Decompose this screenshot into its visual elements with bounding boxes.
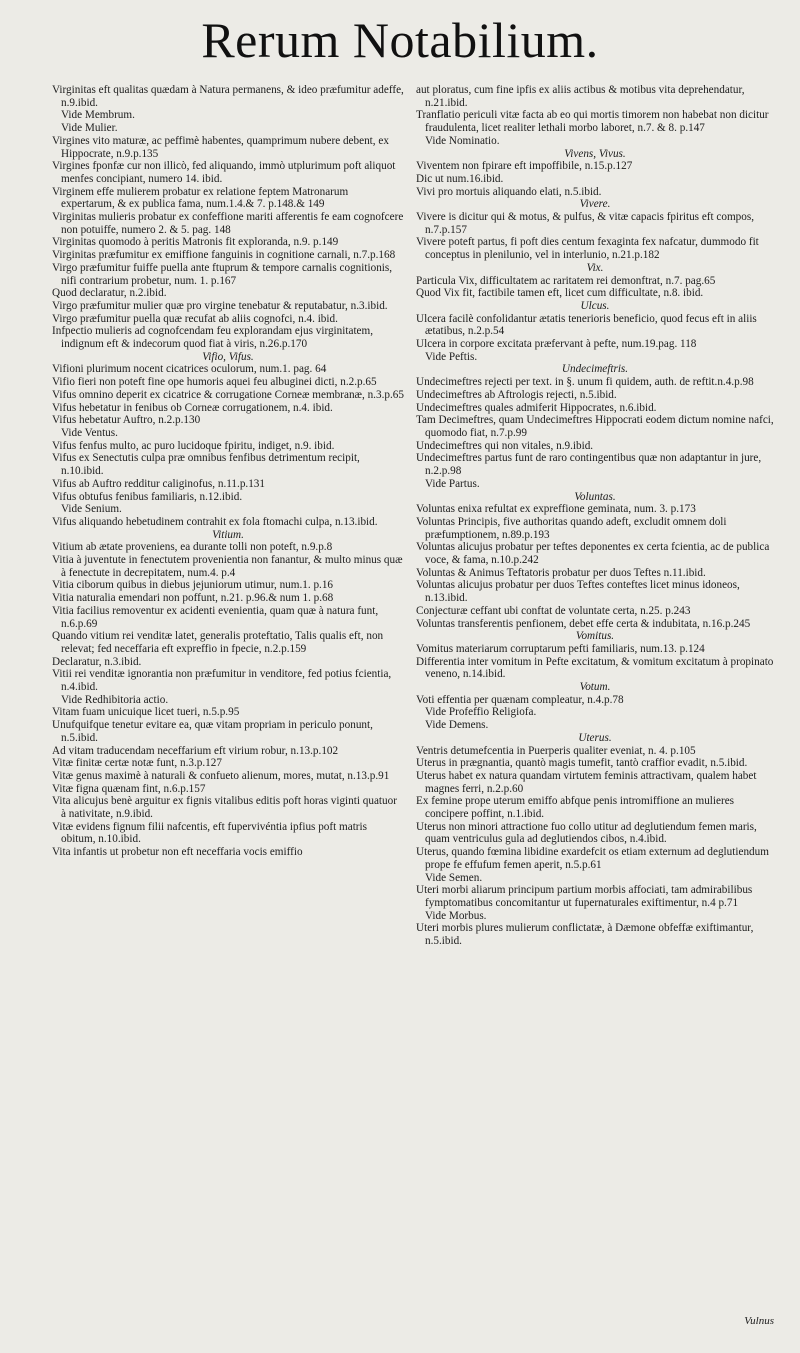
index-entry: Vifus obtufus fenibus familiaris, n.12.ibid. xyxy=(52,490,243,503)
index-entry: Vitæ genus maximè à naturali & confueto alienum, mores, mutat, n.13.p.91 xyxy=(52,769,390,782)
right-column xyxy=(416,84,774,948)
index-entry: Vifus ex Senectutis culpa præ omnibus fenfibus detrimentum recipit, n.10.ibid. xyxy=(52,452,360,478)
index-entry: Vitii rei venditæ ignorantia non præfumitur in venditore, fed potius fcientia, n.4.ibid. xyxy=(52,668,392,694)
index-entry: Ex femine prope uterum emiffo abfque penis intromiffione an mulieres concipere poffint, n.1.ibid. xyxy=(416,795,735,821)
index-entry: Voluntas & Animus Teftatoris probatur per duos Teftes n.11.ibid. xyxy=(416,566,706,579)
index-entry: Ulcera facilè confolidantur ætatis tenerioris beneficio, quod fecus eft in aliis ætatibus, n.2.p.54 xyxy=(416,312,757,338)
cross-reference: Vide Mulier. xyxy=(61,122,118,135)
index-entry: Undecimeftres ab Aftrologis rejecti, n.5.ibid. xyxy=(416,388,617,401)
page-title: Rerum Notabilium. xyxy=(201,12,599,68)
index-entry: Vifus hebetatur Auftro, n.2.p.130 xyxy=(52,414,201,427)
index-entry: Conjecturæ ceffant ubi conftat de voluntate certa, n.25. p.243 xyxy=(416,604,691,617)
cross-reference: Vide Ventus. xyxy=(61,426,118,439)
index-entry: Vifus omnino deperit ex cicatrice & corrugatione Corneæ membranæ, n.3.p.65 xyxy=(52,388,404,401)
index-entry: Vitæ evidens fignum filii nafcentis, eft fupervivéntia ipfius poft matris obitum, n.10.ibid. xyxy=(52,820,367,846)
index-entry: Voluntas alicujus probatur per duos Teftes conteftes licet minus idoneos, n.13.ibid. xyxy=(416,579,740,605)
index-entry: Voluntas enixa refultat ex expreffione geminata, num. 3. p.173 xyxy=(416,503,696,516)
index-entry: Undecimeftres rejecti per text. in §. unum fi quidem, auth. de reftit.n.4.p.98 xyxy=(416,376,754,389)
index-entry: Virgines vito maturæ, ac peffimè habentes, quamprimum nubere debent, ex Hippocrate, n.9.p.135 xyxy=(52,134,389,160)
index-entry: Voti effentia per quænam compleatur, n.4.p.78 xyxy=(416,693,624,706)
index-entry: Vitia ciborum quibus in diebus jejuniorum utimur, num.1. p.16 xyxy=(52,579,334,592)
index-entry: Quod declaratur, n.2.ibid. xyxy=(52,287,167,300)
index-entry: Uterus non minori attractione fuo collo utitur ad deglutiendum femen maris, quam ventriculus gula ad deglutiendos cibos, n.4.ibid. xyxy=(416,820,757,846)
index-entry: Vifus hebetatur in fenibus ob Corneæ corrugationem, n.4. ibid. xyxy=(52,401,333,414)
index-entry: Undecimeftres qui non vitales, n.9.ibid. xyxy=(416,439,594,452)
index-entry: Voluntas Principis, five authoritas quando adeft, excludit omnem doli præfumptionem, n.89.p.193 xyxy=(416,515,727,541)
section-heading: Uterus. xyxy=(578,731,612,744)
index-entry: Vivere is dicitur qui & motus, & pulfus, & vitæ capacis fpiritus eft compos, n.7.p.157 xyxy=(416,211,755,236)
section-heading: Vivere. xyxy=(579,198,611,211)
index-entry: Undecimeftres partus funt de raro contingentibus quæ non adaptantur in jure, n.2.p.98 xyxy=(416,452,762,478)
index-entry: Declaratur, n.3.ibid. xyxy=(52,655,142,668)
section-heading: Voluntas. xyxy=(574,490,616,503)
cross-reference: Vide Semen. xyxy=(425,871,483,884)
index-entry: Vitia à juventute in fenectutem provenientia non fanantur, & multo minus quæ à fenectute in decrepitatem, num.4. p.4 xyxy=(52,554,403,579)
index-entry: Vifio fieri non poteft fine ope humoris aquei feu albuginei dicti, n.2.p.65 xyxy=(52,376,377,389)
index-entry: Virginitas præfumitur ex emiffione fanguinis in cognitione carnali, n.7.p.168 xyxy=(52,249,396,262)
index-entry: Uteri morbis plures mulierum conflictatæ, à Dæmone obfeffæ exiftimantur, n.5.ibid. xyxy=(416,922,754,948)
section-heading: Vitium. xyxy=(212,528,244,541)
index-entry: Tam Decimeftres, quam Undecimeftres Hippocrati eodem dictum nomine nafci, quomodo fiat, n.7.p.99 xyxy=(416,414,774,439)
index-entry: Tranflatio periculi vitæ facta ab eo qui mortis timorem non habebat non dicitur fraudulenta, licet realiter lethali morbo laboret, n.7. & 8. p.147 xyxy=(416,109,769,135)
index-entry: Vifioni plurimum nocent cicatrices oculorum, num.1. pag. 64 xyxy=(52,363,327,376)
index-entry: Virginitas quomodo à peritis Matronis fit exploranda, n.9. p.149 xyxy=(52,236,339,249)
index-entry: Vomitus materiarum corruptarum pefti familiaris, num.13. p.124 xyxy=(416,642,705,655)
index-entry: Undecimeftres quales admiferit Hippocrates, n.6.ibid. xyxy=(416,401,657,414)
index-entry: Vitæ figna quænam fint, n.6.p.157 xyxy=(52,782,206,795)
index-entry: Vitia facilius removentur ex acidenti evenientia, quam quæ à natura funt, n.6.p.69 xyxy=(52,604,379,630)
catchword: Vulnus xyxy=(744,1315,774,1327)
section-heading: Ulcus. xyxy=(580,299,610,312)
index-entry: Virginitas eft qualitas quædam à Natura permanens, & ideo præfumitur adeffe, n.9.ibid. xyxy=(52,84,404,109)
section-heading: Vifio, Vifus. xyxy=(202,350,254,363)
index-entry: Virginitas mulieris probatur ex confeffione mariti afferentis fe eam cognofcere non potuiffe, numero 2. & 5. pag. 148 xyxy=(52,211,404,236)
index-entry: Vitam fuam unicuique licet tueri, n.5.p.95 xyxy=(52,706,240,719)
index-entry: Uterus in prægnantia, quantò magis tumefit, tantò craffior evadit, n.5.ibid. xyxy=(416,757,748,770)
index-entry: Uterus habet ex natura quandam virtutem feminis attractivam, qualem habet magnes ferri, n.2.p.60 xyxy=(416,769,757,795)
index-entry: Virgo præfumitur mulier quæ pro virgine tenebatur & reputabatur, n.3.ibid. xyxy=(52,299,388,312)
index-entry: Quod Vix fit, factibile tamen eft, licet cum difficultate, n.8. ibid. xyxy=(416,287,704,300)
index-entry: Ad vitam traducendam neceffarium eft virium robur, n.13.p.102 xyxy=(52,744,339,757)
section-heading: Vivens, Vivus. xyxy=(564,147,626,160)
index-entry: Vivi pro mortuis aliquando elati, n.5.ibid. xyxy=(416,185,602,198)
index-entry: Vita alicujus benè arguitur ex fignis vitalibus editis poft horas viginti quatuor à nativitate, n.9.ibid. xyxy=(52,795,397,821)
index-entry: Vitæ finitæ certæ notæ funt, n.3.p.127 xyxy=(52,757,222,770)
index-entry: Particula Vix, difficultatem ac raritatem rei demonftrat, n.7. pag.65 xyxy=(416,274,716,287)
index-entry: Virginem effe mulierem probatur ex relatione feptem Matronarum expertarum, & ex publica fama, num.1.4.& 7. p.148.& 149 xyxy=(52,185,349,211)
index-entry: Uterus, quando fœmina libidine exardefcit os etiam externum ad deglutiendum prope fe effufum femen aperit, n.5.p.61 xyxy=(416,846,769,871)
cross-reference: Vide Morbus. xyxy=(425,909,487,922)
index-entry: Unufquifque tenetur evitare ea, quæ vitam propriam in periculo ponunt, n.5.ibid. xyxy=(52,719,373,744)
index-entry: Viventem non fpirare eft impoffibile, n.15.p.127 xyxy=(416,160,633,173)
left-column xyxy=(52,84,404,859)
index-entry: Vifus fenfus multo, ac puro lucidoque fpiritu, indiget, n.9. ibid. xyxy=(52,439,335,452)
cross-reference: Vide Nominatio. xyxy=(425,134,500,147)
section-heading: Undecimeftris. xyxy=(561,363,629,376)
index-entry: Vifus aliquando hebetudinem contrahit ex fola ftomachi culpa, n.13.ibid. xyxy=(52,515,378,528)
index-entry: Vitium ab ætate proveniens, ea durante tolli non poteft, n.9.p.8 xyxy=(52,541,333,554)
section-heading: Votum. xyxy=(579,681,611,694)
index-entry: aut ploratus, cum fine ipfis ex aliis actibus & motibus vita deprehendatur, n.21.ibid. xyxy=(416,84,745,109)
index-entry: Infpectio mulieris ad cognofcendam feu explorandam ejus virginitatem, indignum eft & indecorum quod fiat à viris, n.26.p.170 xyxy=(52,325,374,351)
cross-reference: Vide Senium. xyxy=(61,503,122,516)
index-entry: Ventris detumefcentia in Puerperis qualiter eveniat, n. 4. p.105 xyxy=(416,744,696,757)
index-entry: Virgo præfumitur fuiffe puella ante ftuprum & tempore carnalis cognitionis, nifi contrarium probetur, num. 1. p.167 xyxy=(52,261,393,287)
index-entry: Virgines fponfæ cur non illicò, fed aliquando, immò utplurimum poft aliquot menfes concipiant, numero 14. ibid. xyxy=(52,160,396,185)
index-entry: Dic ut num.16.ibid. xyxy=(416,172,504,185)
index-entry: Differentia inter vomitum in Pefte excitatum, & vomitum excitatum à propinato veneno, n.14.ibid. xyxy=(416,655,774,681)
cross-reference: Vide Demens. xyxy=(425,719,489,732)
index-entry: Vitia naturalia emendari non poffunt, n.21. p.96.& num 1. p.68 xyxy=(52,592,334,605)
index-entry: Ulcera in corpore excitata præfervant à pefte, num.19.pag. 118 xyxy=(416,338,697,351)
cross-reference: Vide Membrum. xyxy=(61,109,135,122)
index-entry: Vivere poteft partus, fi poft dies centum fexaginta fex nafcatur, dummodo fit conceptus in plenilunio, vel in interlunio, n.21.p.182 xyxy=(416,236,759,262)
index-entry: Quando vitium rei venditæ latet, generalis proteftatio, Talis qualis eft, non relevat; fed neceffaria eft expreffio in fpecie, n.2.p.159 xyxy=(52,630,384,655)
cross-reference: Vide Profeffio Religiofa. xyxy=(425,706,537,719)
section-heading: Vix. xyxy=(586,261,604,274)
index-entry: Virgo præfumitur puella quæ recufat ab aliis cognofci, n.4. ibid. xyxy=(52,312,338,325)
section-heading: Vomitus. xyxy=(575,630,615,643)
index-entry: Vita infantis ut probetur non eft neceffaria vocis emiffio xyxy=(52,846,303,859)
cross-reference: Vide Redhibitoria actio. xyxy=(61,693,169,706)
index-entry: Voluntas transferentis penfionem, debet effe certa & indubitata, n.16.p.245 xyxy=(416,617,751,630)
cross-reference: Vide Partus. xyxy=(425,477,480,490)
cross-reference: Vide Peftis. xyxy=(425,350,478,363)
index-entry: Voluntas alicujus probatur per teftes deponentes ex certa fcientia, ac de publica voce, & fama, n.10.p.242 xyxy=(416,541,770,567)
index-entry: Uteri morbi aliarum principum partium morbis affociati, tam admirabilibus fymptomatibus concomitantur ut fupernaturales exiftimentur, n.4 p.71 xyxy=(416,884,753,909)
index-entry: Vifus ab Auftro redditur caliginofus, n.11.p.131 xyxy=(52,477,265,490)
